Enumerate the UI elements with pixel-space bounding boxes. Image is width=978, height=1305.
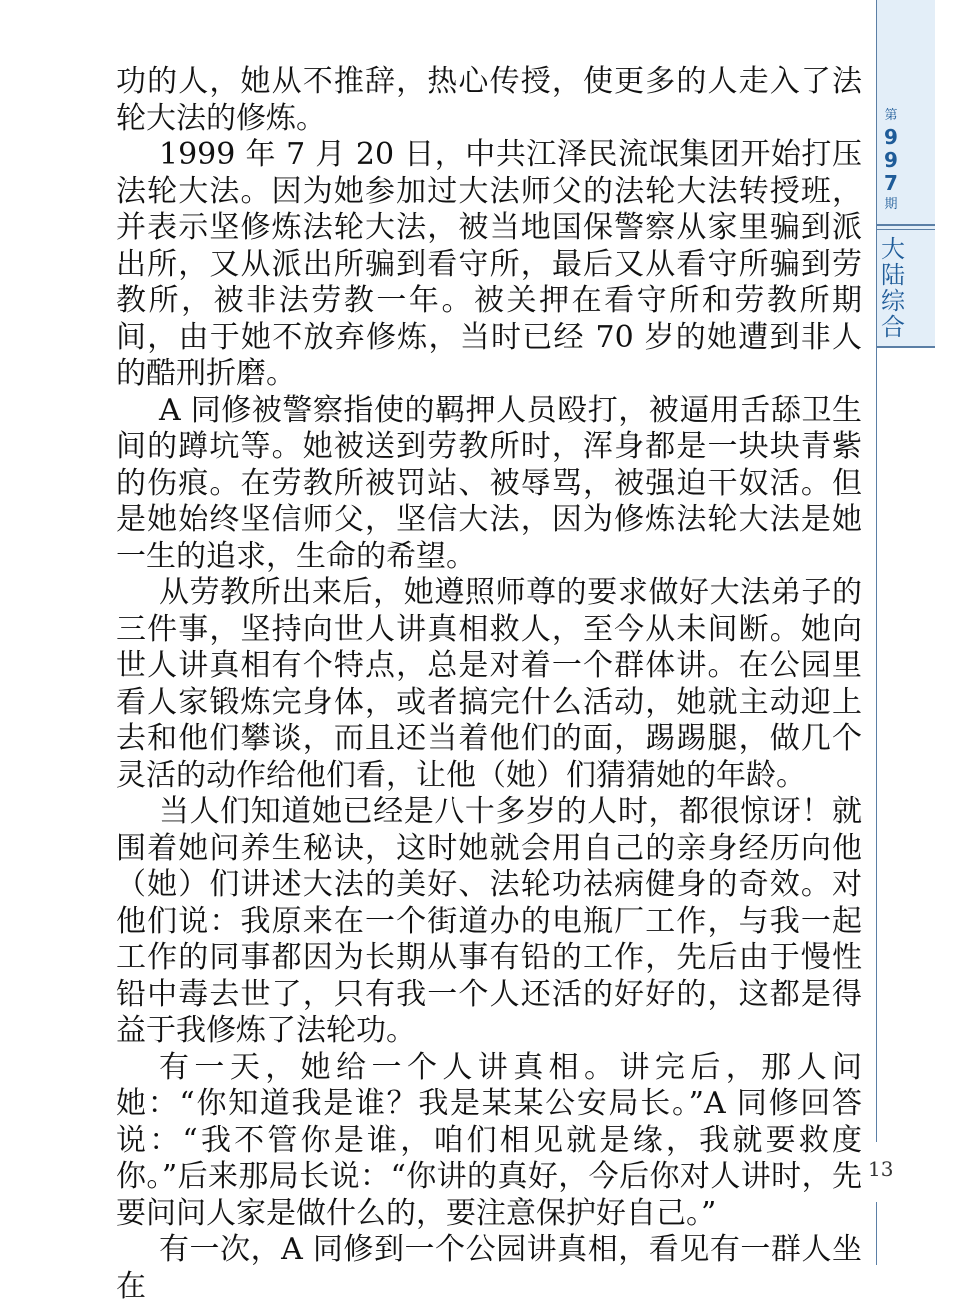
issue-digit-3: 7 (884, 171, 898, 195)
paragraph-1: 功的人，她从不推辞，热心传授，使更多的人走入了法轮大法的修炼。 (116, 64, 862, 136)
issue-digit-2: 9 (884, 148, 898, 172)
paragraph-3: A 同修被警察指使的羁押人员殴打，被逼用舌舔卫生间的蹲坑等。她被送到劳教所时，浑身都是一块块青紫的伤痕。在劳教所被罚站、被辱骂，被强迫干奴活。但是她始终坚信师父，坚信大法，因为修炼法轮大法是她一生的追求，生命的希望。 (116, 392, 862, 574)
paragraph-4: 从劳教所出来后，她遵照师尊的要求做好大法弟子的三件事，坚持向世人讲真相救人，至今从未间断。她向世人讲真相有个特点，总是对着一个群体讲。在公园里看人家锻炼完身体，或者搞完什么活动，她就主动迎上去和他们攀谈，而且还当着他们的面，踢踢腿，做几个灵活的动作给他们看，让他（她）们猜猜她的年龄。 (116, 575, 862, 793)
paragraph-6: 有一天，她给一个人讲真相。讲完后，那人问她：“你知道我是谁？我是某某公安局长。”A 同修回答说：“我不管你是谁，咱们相见就是缘，我就要救度你。”后来那局长说：“你讲的真好，今后你对人讲时，先要问问人家是做什么的，要注意保护好自己。” (116, 1049, 862, 1231)
article-body (116, 64, 862, 1305)
margin-rule-lower (876, 1202, 877, 1265)
section-label (879, 236, 907, 340)
paragraph-7: 有一次，A 同修到一个公园讲真相，看见有一群人坐在 (116, 1232, 862, 1304)
section-char-3: 综 (881, 287, 905, 315)
issue-suffix: 期 (884, 197, 898, 212)
tab-divider (877, 224, 935, 226)
tab-divider-thin (877, 229, 935, 230)
issue-digit-1: 9 (884, 125, 898, 149)
section-char-1: 大 (881, 235, 905, 263)
issue-label (877, 106, 905, 215)
page-number: 13 (868, 1157, 894, 1181)
paragraph-2: 1999 年 7 月 20 日，中共江泽民流氓集团开始打压法轮大法。因为她参加过大法师父的法轮大法转授班，并表示坚修炼法轮大法，被当地国保警察从家里骗到派出所，又从派出所骗到看守所，最后又从看守所骗到劳教所，被非法劳教一年。被关押在看守所和劳教所期间，由于她不放弃修炼，当时已经 70 岁的她遭到非人的酷刑折磨。 (116, 137, 862, 391)
issue-prefix: 第 (884, 108, 898, 123)
margin-rule-upper (876, 346, 877, 1142)
section-char-4: 合 (881, 313, 905, 341)
section-char-2: 陆 (881, 261, 905, 289)
paragraph-5: 当人们知道她已经是八十多岁的人时，都很惊讶！就围着她问养生秘诀，这时她就会用自己的亲身经历向他（她）们讲述大法的美好、法轮功祛病健身的奇效。对他们说：我原来在一个街道办的电瓶厂工作，与我一起工作的同事都因为长期从事有铅的工作，先后由于慢性铅中毒去世了，只有我一个人还活的好好的，这都是得益于我修炼了法轮功。 (116, 794, 862, 1048)
side-tab (876, 0, 935, 348)
